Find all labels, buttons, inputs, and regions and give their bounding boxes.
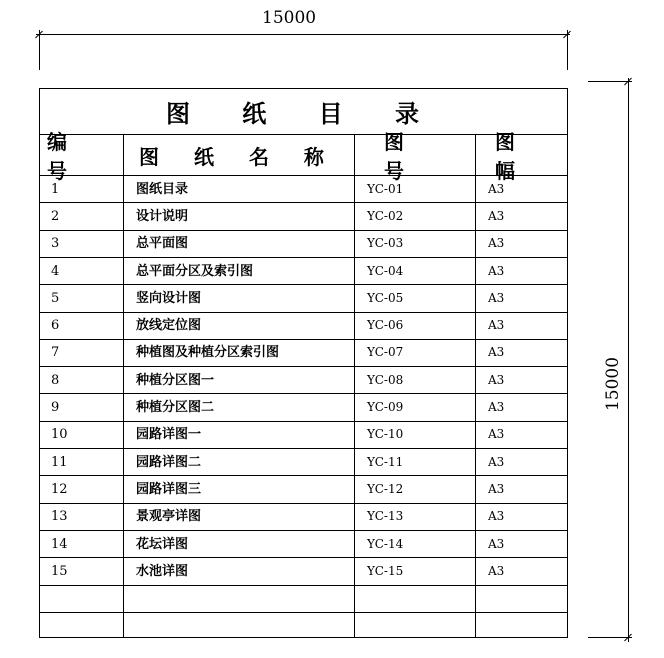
- row-drawing-code: YC-02: [367, 209, 404, 223]
- row-divider: [39, 257, 568, 258]
- row-sheet-size: A3: [488, 373, 505, 387]
- header-code-label: 图 号: [384, 130, 444, 183]
- header-number: [39, 130, 123, 183]
- row-drawing-code: YC-10: [367, 427, 404, 441]
- row-drawing-code: YC-06: [367, 318, 404, 332]
- row-drawing-name: 花坛详图: [136, 537, 189, 552]
- row-sheet-size: A3: [488, 482, 505, 496]
- row-divider: [39, 475, 568, 476]
- row-divider: [39, 585, 568, 586]
- row-divider: [39, 366, 568, 367]
- row-number: 6: [51, 318, 60, 333]
- width-dimension-label: 15000: [262, 8, 317, 28]
- row-sheet-size: A3: [488, 427, 505, 441]
- header-size-label: 图 幅: [495, 130, 541, 183]
- row-drawing-name: 种植图及种植分区索引图: [136, 345, 280, 360]
- row-drawing-name: 水池详图: [136, 564, 189, 579]
- row-divider: [39, 421, 568, 422]
- header-number-label: 编 号: [47, 130, 101, 183]
- row-drawing-name: 放线定位图: [136, 318, 202, 333]
- table-border-right: [567, 88, 568, 638]
- width-extension-right: [567, 30, 568, 70]
- row-drawing-code: YC-09: [367, 400, 404, 414]
- header-size: [475, 130, 567, 183]
- width-dimension-line: [36, 34, 570, 35]
- row-divider: [39, 503, 568, 504]
- row-number: 14: [51, 537, 68, 552]
- row-drawing-code: YC-13: [367, 509, 404, 523]
- row-sheet-size: A3: [488, 345, 505, 359]
- row-drawing-name: 园路详图二: [136, 455, 202, 470]
- row-drawing-code: YC-07: [367, 345, 404, 359]
- height-dimension-label: 15000: [603, 356, 624, 412]
- row-drawing-code: YC-12: [367, 482, 404, 496]
- row-divider: [39, 312, 568, 313]
- row-number: 3: [51, 236, 60, 251]
- row-number: 12: [51, 482, 68, 497]
- header-code: [354, 130, 475, 183]
- header-name-label: 图 纸 名 称: [139, 144, 338, 169]
- column-divider-code: [475, 134, 476, 638]
- row-number: 15: [51, 564, 68, 579]
- row-drawing-code: YC-11: [367, 455, 404, 469]
- row-drawing-code: YC-05: [367, 291, 404, 305]
- row-number: 10: [51, 427, 68, 442]
- row-drawing-name: 总平面分区及索引图: [136, 264, 254, 279]
- row-number: 1: [51, 182, 60, 197]
- column-divider-name: [354, 134, 355, 638]
- row-drawing-code: YC-08: [367, 373, 404, 387]
- row-drawing-code: YC-15: [367, 564, 404, 578]
- column-divider-number: [123, 134, 124, 638]
- row-drawing-name: 设计说明: [136, 209, 189, 224]
- row-drawing-name: 竖向设计图: [136, 291, 202, 306]
- row-number: 5: [51, 291, 60, 306]
- row-divider: [39, 557, 568, 558]
- row-number: 4: [51, 264, 60, 279]
- row-drawing-name: 园路详图一: [136, 427, 202, 442]
- row-sheet-size: A3: [488, 509, 505, 523]
- width-extension-left: [39, 30, 40, 70]
- row-divider: [39, 284, 568, 285]
- row-divider: [39, 339, 568, 340]
- row-drawing-code: YC-03: [367, 236, 404, 250]
- row-divider: [39, 530, 568, 531]
- row-sheet-size: A3: [488, 400, 505, 414]
- row-drawing-code: YC-04: [367, 264, 404, 278]
- row-sheet-size: A3: [488, 264, 505, 278]
- row-divider: [39, 393, 568, 394]
- header-name: [123, 135, 354, 175]
- row-sheet-size: A3: [488, 537, 505, 551]
- height-dimension-line: [628, 78, 629, 642]
- row-number: 13: [51, 509, 68, 524]
- row-drawing-name: 种植分区图一: [136, 373, 215, 388]
- row-number: 9: [51, 400, 60, 415]
- row-number: 11: [51, 455, 68, 470]
- row-sheet-size: A3: [488, 455, 505, 469]
- table-border-bottom: [39, 637, 568, 638]
- row-divider: [39, 612, 568, 613]
- row-number: 7: [51, 345, 60, 360]
- row-divider: [39, 448, 568, 449]
- row-divider: [39, 202, 568, 203]
- row-divider: [39, 230, 568, 231]
- row-drawing-name: 图纸目录: [136, 182, 189, 197]
- row-sheet-size: A3: [488, 564, 505, 578]
- row-sheet-size: A3: [488, 318, 505, 332]
- row-drawing-code: YC-01: [367, 182, 404, 196]
- row-number: 2: [51, 209, 60, 224]
- table-title: 图 纸 目 录: [165, 98, 442, 128]
- row-sheet-size: A3: [488, 236, 505, 250]
- row-number: 8: [51, 373, 60, 388]
- row-sheet-size: A3: [488, 291, 505, 305]
- row-drawing-name: 种植分区图二: [136, 400, 215, 415]
- row-drawing-name: 园路详图三: [136, 482, 202, 497]
- row-sheet-size: A3: [488, 182, 505, 196]
- row-sheet-size: A3: [488, 209, 505, 223]
- row-drawing-code: YC-14: [367, 537, 404, 551]
- row-drawing-name: 景观亭详图: [136, 509, 202, 524]
- row-drawing-name: 总平面图: [136, 236, 189, 251]
